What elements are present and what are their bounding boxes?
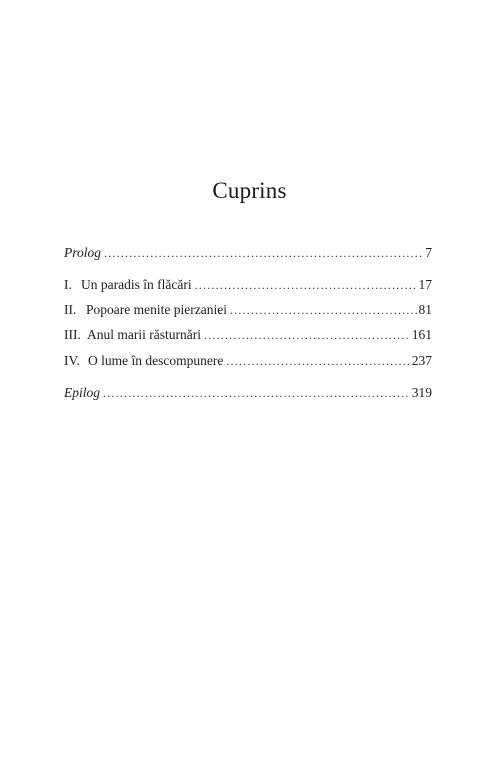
dot-leader	[103, 384, 410, 402]
toc-entry-page: 319	[411, 385, 432, 400]
dot-leader	[104, 244, 423, 262]
dot-leader	[195, 276, 417, 294]
page-title: Cuprins	[212, 178, 287, 203]
toc-entry-page: 7	[425, 245, 432, 260]
toc-entry-page: 161	[411, 327, 432, 342]
toc-entry-epilog[interactable]	[64, 384, 432, 402]
toc-entry-chapter-4[interactable]	[64, 352, 432, 370]
dot-leader	[230, 301, 417, 319]
dot-leader	[226, 352, 409, 370]
toc-entry-prolog[interactable]	[64, 244, 432, 262]
chapter-number: II.	[64, 302, 77, 317]
toc-entry-title: Prolog	[64, 245, 101, 260]
toc-entry-title: Popoare menite pierzaniei	[86, 302, 227, 317]
toc-entry-chapter-1[interactable]	[64, 276, 432, 294]
toc-entry-page: 81	[418, 302, 432, 317]
toc-entry-title: Epilog	[64, 385, 100, 400]
chapter-number: III.	[64, 327, 81, 342]
toc-entry-chapter-3[interactable]	[64, 326, 432, 344]
chapter-number: I.	[64, 277, 72, 292]
toc-entry-title: O lume în descompunere	[88, 353, 224, 368]
toc-entry-page: 17	[418, 277, 432, 292]
toc-entry-chapter-2[interactable]	[64, 301, 432, 319]
dot-leader	[204, 326, 410, 344]
toc-entry-title: Un paradis în flăcări	[81, 277, 192, 292]
toc-entry-page: 237	[411, 353, 432, 368]
chapter-number: IV.	[64, 353, 80, 368]
toc-entry-title: Anul marii răsturnări	[87, 327, 201, 342]
